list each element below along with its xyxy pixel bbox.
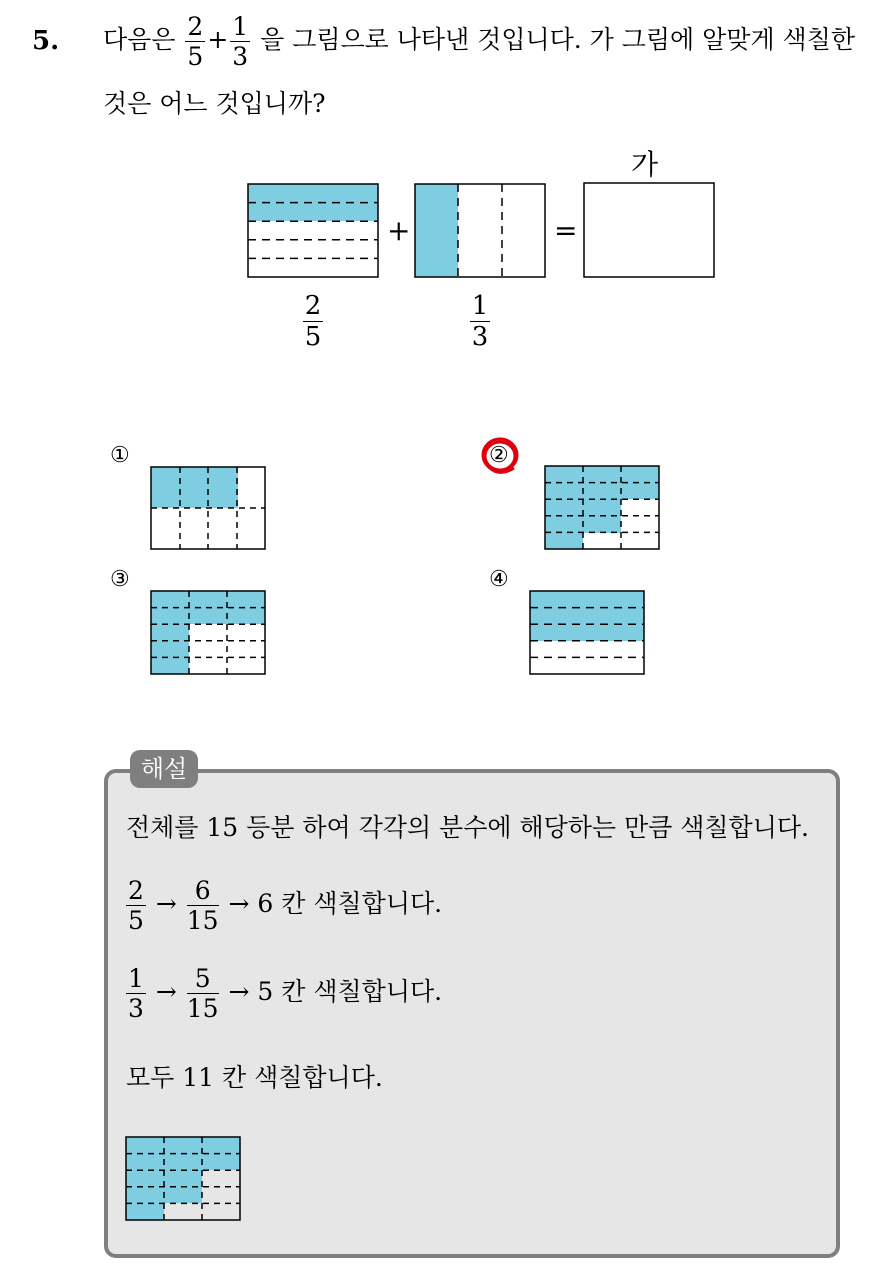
row1-fraction: $\frac{2}{5}$: [128, 876, 144, 935]
explanation-tag: 해설: [130, 750, 198, 788]
question-plus: +: [207, 25, 229, 54]
row1-fraction-15: $\frac{6}{15}$: [186, 876, 219, 935]
row1-rest: → 6 칸 색칠합니다.: [228, 889, 443, 918]
explanation-total: 모두 11 칸 색칠합니다.: [126, 1063, 383, 1092]
figure-plus: +: [387, 214, 411, 247]
question-line-2: 것은 어느 것입니까?: [103, 89, 326, 118]
explanation-line-1: 전체를 15 등분 하여 각각의 분수에 해당하는 만큼 색칠합니다.: [126, 813, 809, 842]
row2-rest: → 5 칸 색칠합니다.: [228, 977, 443, 1006]
row2-fraction: $\frac{1}{3}$: [128, 964, 144, 1023]
row2-fraction-15: $\frac{5}{15}$: [186, 964, 219, 1023]
option-2-marker[interactable]: ②: [489, 443, 509, 468]
row1-arrow: →: [155, 889, 177, 918]
figure-equals: =: [554, 214, 578, 247]
option-3-marker[interactable]: ③: [110, 567, 130, 592]
figure-fraction-a: $\frac{2}{5}$: [304, 291, 322, 352]
question-number: 5.: [32, 26, 60, 56]
explanation-grid: [126, 1137, 240, 1220]
row2-arrow: →: [155, 977, 177, 1006]
question-text-after: 을 그림으로 나타낸 것입니다. 가 그림에 알맞게 색칠한: [260, 25, 856, 54]
question-text-before: 다음은: [103, 25, 176, 54]
question-fraction-a: $\frac{2}{5}$: [187, 12, 204, 71]
option-4-marker[interactable]: ④: [489, 567, 509, 592]
option-1-marker[interactable]: ①: [110, 443, 130, 468]
figure-fraction-b: $\frac{1}{3}$: [471, 291, 489, 352]
result-label: 가: [631, 148, 659, 181]
question-fraction-b: $\frac{1}{3}$: [232, 12, 249, 71]
